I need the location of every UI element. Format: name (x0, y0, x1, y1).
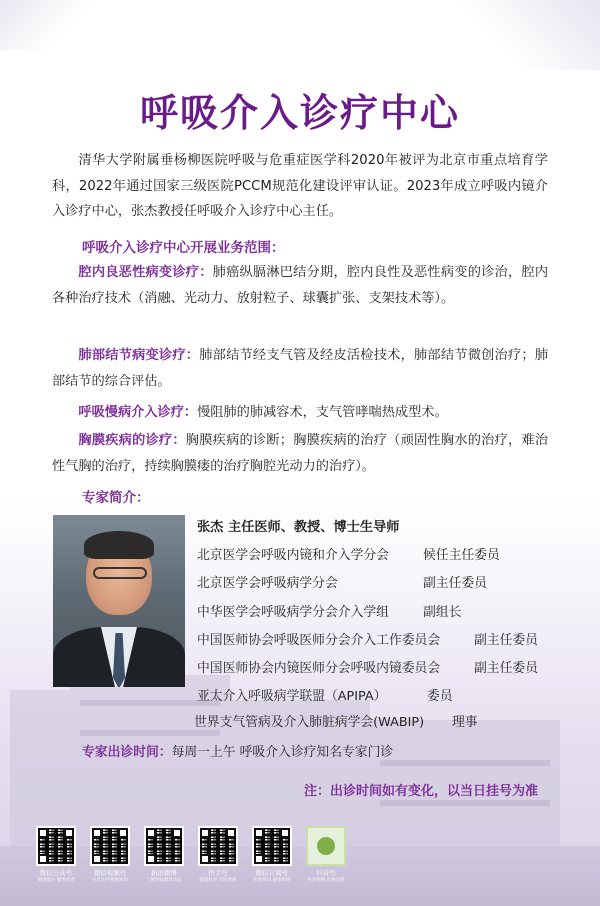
scope-item (52, 260, 548, 311)
scope-item (52, 400, 548, 426)
qr-code[interactable] (88, 826, 132, 883)
role-org: 中国医师协会内镜医师分会呼吸内镜委员会 (197, 661, 441, 677)
role-position: 副主任委员 (423, 576, 487, 592)
scope-item-text: 慢阻肺的肺减容术，支气管哮喘热成型术。 (197, 405, 448, 420)
qr-code[interactable] (196, 826, 240, 883)
qr-label: 快手号 (208, 869, 228, 877)
expert-role (197, 542, 567, 570)
scope-item-label: 呼吸慢病介入诊疗： (78, 405, 198, 420)
clinic-time (82, 741, 393, 760)
qr-code[interactable] (142, 826, 186, 883)
qr-code-icon (252, 826, 292, 866)
qr-sub-label: 健康科普 实时更新 (199, 878, 237, 883)
qr-sub-label: 科普视频 在线直播 (307, 878, 345, 883)
clinic-time-label: 专家出诊时间： (82, 745, 172, 760)
scope-item (52, 343, 548, 394)
role-position: 候任主任委员 (423, 548, 500, 564)
expert-name: 张杰 主任医师、教授、博士生导师 (197, 520, 400, 535)
expert-role (197, 655, 567, 683)
role-position: 副组长 (423, 604, 462, 620)
role-org: 中国医师协会呼吸医师分会介入工作委员会 (197, 632, 441, 648)
role-position: 委员 (427, 689, 453, 705)
role-position: 副主任委员 (474, 661, 538, 677)
qr-label: 微信公众号 (39, 869, 73, 877)
qr-code[interactable] (304, 826, 348, 883)
expert-role (197, 627, 567, 655)
qr-label: 抖音号 (316, 869, 336, 877)
qr-code-row (34, 826, 364, 888)
expert-info (197, 514, 567, 711)
scope-heading: 呼吸介入诊疗中心开展业务范围： (82, 240, 285, 256)
building-window-row (80, 730, 220, 736)
corner-decoration (460, 0, 600, 70)
role-org: 北京医学会呼吸内镜和介入学分会 (197, 548, 389, 564)
role-position: 理事 (452, 715, 478, 730)
building-window-row (380, 760, 550, 766)
qr-label: 新浪微博 (151, 869, 177, 877)
schedule-note: 注：出诊时间如有变化，以当日挂号为准 (303, 784, 538, 799)
role-position: 副主任委员 (474, 632, 538, 648)
qr-sub-label: 分享医学健康知识 (92, 878, 128, 883)
qr-label: 微信订阅号 (255, 869, 289, 877)
qr-code-icon (306, 826, 346, 866)
expert-role (197, 683, 567, 711)
expert-heading: 专家简介： (82, 490, 150, 506)
page-title: 呼吸介入诊疗中心 (139, 91, 460, 135)
expert-role (197, 570, 567, 598)
qr-code-icon (198, 826, 238, 866)
qr-sub-label: 了解医院最新动态 (146, 878, 182, 883)
qr-code[interactable] (34, 826, 78, 883)
scope-item-label: 胸膜疾病的诊疗： (78, 433, 186, 448)
scope-item-text: 胸膜疾病的诊断；胸膜疾病的治疗（顽固性胸水的治疗，难治性气胸的治疗，持续胸膜瘘的治疗胸腔光动力的治疗）。 (52, 433, 549, 474)
scope-item-label: 腔内良恶性病变诊疗： (78, 265, 213, 280)
corner-decoration (0, 0, 90, 50)
scope-item-text: 肺癌纵膈淋巴结分期，腔内良性及恶性病变的诊治，腔内各种治疗技术（消融、光动力、放射粒子、球囊扩张、支架技术等）。 (52, 265, 549, 306)
scope-item (52, 428, 548, 479)
role-org: 北京医学会呼吸病学分会 (197, 576, 338, 592)
intro-paragraph: 清华大学附属垂杨柳医院呼吸与危重症医学科2020年被评为北京市重点培育学科，2022年通过国家三级医院PCCM规范化建设评审认证。2023年成立呼吸内镜介入诊疗中心，张杰教授任呼吸介入诊疗中心主任。 (52, 153, 548, 219)
expert-photo (53, 515, 185, 687)
photo-glasses (93, 567, 147, 579)
expert-role (194, 711, 478, 730)
photo-hair (84, 531, 154, 559)
clinic-time-text: 每周一上午 呼吸介入诊疗知名专家门诊 (171, 745, 394, 760)
qr-code[interactable] (250, 826, 294, 883)
qr-code-icon (144, 826, 184, 866)
role-org: 亚太介入呼吸病学联盟（APIPA） (197, 689, 387, 705)
role-org: 世界支气管病及介入肺脏病学会(WABIP) (194, 715, 425, 730)
qr-label: 微信视频号 (93, 869, 127, 877)
qr-code-icon (36, 826, 76, 866)
scope-item-label: 肺部结节病变诊疗： (78, 348, 200, 363)
qr-sub-label: 医院资讯 健康科普 (253, 878, 291, 883)
role-org: 中华医学会呼吸病学分会介入学组 (197, 604, 389, 620)
expert-role (197, 599, 567, 627)
qr-sub-label: 便捷就医 服务患者 (37, 878, 75, 883)
qr-code-icon (90, 826, 130, 866)
building-window-row (380, 800, 550, 806)
scope-item-text: 肺部结节经支气管及经皮活检技术，肺部结节微创治疗；肺部结节的综合评估。 (52, 348, 549, 389)
